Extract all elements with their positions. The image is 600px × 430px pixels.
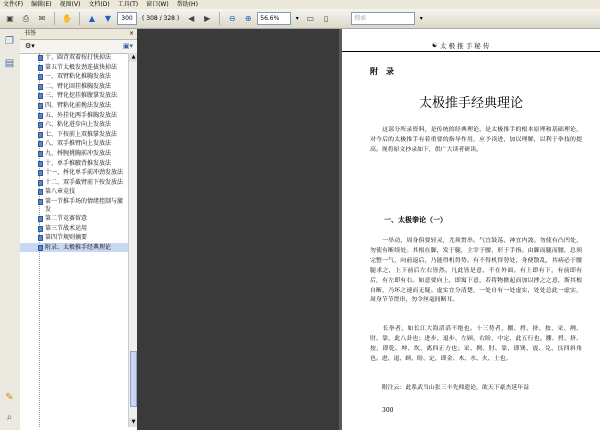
bookmark-item[interactable] <box>20 168 128 178</box>
hand-tool-icon[interactable]: ✋ <box>62 14 72 23</box>
zoom-in-icon[interactable]: ⊕ <box>244 14 252 23</box>
bookmark-item[interactable] <box>20 187 128 197</box>
bookmark-icon <box>38 161 43 167</box>
email-icon[interactable]: ✉ <box>38 14 46 23</box>
print-icon[interactable]: ⎙ <box>22 13 30 23</box>
page-count: ( 308 / 328 ) <box>142 15 180 22</box>
previous-view-icon[interactable]: ◀ <box>188 14 195 23</box>
bookmark-label: 第二节竞赛留意 <box>45 215 88 223</box>
menu-edit[interactable]: 编辑(E) <box>31 1 52 8</box>
bookmark-item[interactable] <box>20 91 128 101</box>
bookmark-icon <box>38 93 43 99</box>
zoom-out-icon[interactable]: ⊖ <box>228 14 236 23</box>
bookmark-item[interactable] <box>20 214 128 224</box>
bookmark-icon <box>38 245 43 251</box>
bookmark-icon <box>38 180 43 186</box>
bookmark-icon <box>38 199 43 205</box>
comments-icon[interactable]: ✎ <box>5 392 14 403</box>
menu-document[interactable]: 文档(D) <box>88 1 110 8</box>
bookmark-label: 第四节规则摘要 <box>45 234 88 242</box>
bookmarks-icon[interactable]: ▤ <box>4 58 15 69</box>
bookmark-icon <box>38 55 43 61</box>
menu-help[interactable]: 帮助(H) <box>176 1 198 8</box>
bookmark-item[interactable] <box>20 111 128 121</box>
close-icon[interactable]: × <box>128 30 134 37</box>
bookmark-label: 八、双手推臂向上发放法 <box>45 140 112 148</box>
bookmark-icon <box>38 141 43 147</box>
page-number-input[interactable]: 300 <box>117 12 137 25</box>
bookmark-item[interactable] <box>20 139 128 149</box>
bookmarks-header <box>20 29 137 40</box>
bookmark-item[interactable] <box>20 63 128 73</box>
bookmark-label: 第三节战术运用 <box>45 224 88 232</box>
taiji-icon: ☯ <box>432 42 438 49</box>
options-menu-icon[interactable]: ⚙▾ <box>25 42 35 50</box>
bookmark-label: 第一节推手场的情绪控制与激发 <box>45 197 124 213</box>
running-head-text: 太 极 推 手 秘 传 <box>440 42 490 50</box>
bookmark-icon <box>38 189 43 195</box>
body-paragraph: 长拳者，如长江大海滔滔不绝也。十三势者，掤、捋、挤、按、采、挒、肘、靠，此八卦也；进步、退步、左顾、右盼、中定，此五行也。掤、捋、挤、按，即乾、坤、坎、离四正方也；采、挒、肘、靠，即巽、震、兑、艮四斜角也。进、退、顾、盼、定，即金、木、水、火、土也。 <box>370 326 582 362</box>
bookmark-icon <box>38 170 43 176</box>
bookmark-label: 十、圆背双着按打快掉法 <box>45 54 112 61</box>
menu-tools[interactable]: 工具(T) <box>117 1 139 8</box>
attachments-icon[interactable]: ⌕ <box>6 412 13 423</box>
scroll-down-icon[interactable]: ▼ <box>129 418 138 427</box>
toolbar <box>0 9 600 29</box>
bookmark-icon <box>38 216 43 222</box>
menu-window[interactable]: 窗口(W) <box>146 1 169 8</box>
bookmark-icon <box>38 235 43 241</box>
bookmark-item[interactable] <box>20 72 128 82</box>
bookmarks-list <box>20 53 128 427</box>
bookmark-item[interactable] <box>20 53 128 63</box>
body-paragraph: 一举动，周身俱要轻灵，尤须贯串。气宜鼓荡，神宜内敛。勿使有凸凹处，勿使有断续处。其根在脚，发于腿，主宰于腰，形于手指。由脚而腿而腰，总须完整一气，向前退后，乃能得机得势。有不得机得势处，身便散乱，其病必于腰腿求之，上下前后左右皆然。凡此皆是意，不在外面。有上即有下，有前即有后，有左即有右。如意要向上，即寓下意，若将物掀起而加以挫之之意，斯其根自断，乃坏之速而无疑。虚实宜分清楚，一处自有一处虚实，处处总此一虚实，周身节节贯串，勿令丝毫间断耳。 <box>370 238 582 304</box>
bookmark-item[interactable] <box>20 243 128 253</box>
scroll-up-icon[interactable]: ▲ <box>129 53 138 62</box>
bookmark-label: 九、捋腕挑胸前冲发放法 <box>45 149 112 157</box>
bookmark-label: 二、臂化回挂推胸发放法 <box>45 82 112 90</box>
bookmark-item[interactable] <box>20 130 128 140</box>
appendix-label: 附 录 <box>370 66 394 76</box>
zoom-dropdown-icon[interactable]: ▾ <box>295 15 299 22</box>
bookmark-item[interactable] <box>20 233 128 243</box>
bookmarks-title: 书签 <box>24 30 37 37</box>
pages-icon[interactable]: ❐ <box>5 36 14 47</box>
menu-bar <box>0 0 600 9</box>
menu-view[interactable]: 视图(V) <box>59 1 81 8</box>
expand-bookmark-icon[interactable]: ▣▾ <box>122 42 133 50</box>
bookmark-label: 附录、太极推手经典理论 <box>45 243 112 251</box>
bookmark-icon <box>38 226 43 232</box>
bookmarks-panel <box>20 29 138 430</box>
bookmark-label: 七、下按前上双推掌发放法 <box>45 130 118 138</box>
bookmark-item[interactable] <box>20 159 128 169</box>
document-page <box>342 29 600 430</box>
bookmark-icon <box>38 151 43 157</box>
navigation-strip <box>0 29 21 430</box>
bookmark-item[interactable] <box>20 178 128 188</box>
separator <box>79 12 80 25</box>
next-page-icon[interactable]: ▼ <box>104 14 112 23</box>
bookmark-icon <box>38 132 43 138</box>
separator <box>219 12 220 25</box>
search-input[interactable]: 搜索 <box>351 12 415 25</box>
bookmarks-toolbar <box>20 40 137 54</box>
bookmark-item[interactable] <box>20 82 128 92</box>
bookmark-label: 四、臂粘化前挽法发放法 <box>45 101 112 109</box>
page-number: 300 <box>382 407 394 414</box>
bookmark-label: 第八章竞技 <box>45 188 76 196</box>
bookmark-item[interactable] <box>20 120 128 130</box>
body-paragraph: 附注云：此系武当山张三丰先师遗论，欲天下豪杰延年益 <box>370 385 530 391</box>
bookmark-label: 六、粘化进步向上发放法 <box>45 121 112 129</box>
search-dropdown-icon[interactable]: ▾ <box>419 15 423 22</box>
bookmark-item[interactable] <box>20 197 128 214</box>
save-icon[interactable]: ▣ <box>6 14 14 23</box>
page-title: 太极推手经典理论 <box>418 96 523 111</box>
bookmark-icon <box>38 113 43 119</box>
fit-width-icon[interactable]: ▯ <box>324 14 329 23</box>
bookmark-label: 一、双臂粘化推胸发放法 <box>45 73 112 81</box>
bookmark-label: 三、臂化挖挂推腹掌发放法 <box>45 92 118 100</box>
bookmark-label: 十二、双手截臂前下按发放法 <box>45 178 124 186</box>
bookmark-label: 十、单手推腋背推发放法 <box>45 159 112 167</box>
bookmark-icon <box>38 103 43 109</box>
bookmark-icon <box>38 65 43 71</box>
bookmark-item[interactable] <box>20 101 128 111</box>
bookmark-label: 第五节太极发劲连拔快掉法 <box>45 63 118 71</box>
bookmark-item[interactable] <box>20 224 128 234</box>
bookmark-icon <box>38 84 43 90</box>
bookmark-label: 十一、捋化单手前冲劲发放法 <box>45 169 124 177</box>
section-heading: 一、太极拳论（一） <box>384 215 447 224</box>
menu-file[interactable]: 文件(F) <box>3 1 24 8</box>
bookmark-icon <box>38 122 43 128</box>
bookmark-icon <box>38 74 43 80</box>
previous-page-icon[interactable]: ▲ <box>88 14 96 23</box>
zoom-input[interactable]: 56.6% <box>257 12 291 25</box>
bookmark-label: 五、外挂化两手推胸发放法 <box>45 111 118 119</box>
next-view-icon[interactable]: ▶ <box>204 14 211 23</box>
intro-paragraph: 这部分所录资料，是传统的经典理论，是太极推手的根本原理和基础理论，对今后的太极推手有着重要的指导作用，应予读进，加以理解，以利于拳技的提高。现将原文抄录如下，供广大读者研读。 <box>370 127 582 153</box>
scroll-thumb[interactable] <box>130 351 137 407</box>
running-head <box>342 41 600 52</box>
separator <box>54 12 55 25</box>
previous-page-edge <box>137 29 339 430</box>
bookmark-item[interactable] <box>20 149 128 159</box>
document-area <box>137 29 600 430</box>
fit-page-icon[interactable]: ▭ <box>306 14 315 23</box>
